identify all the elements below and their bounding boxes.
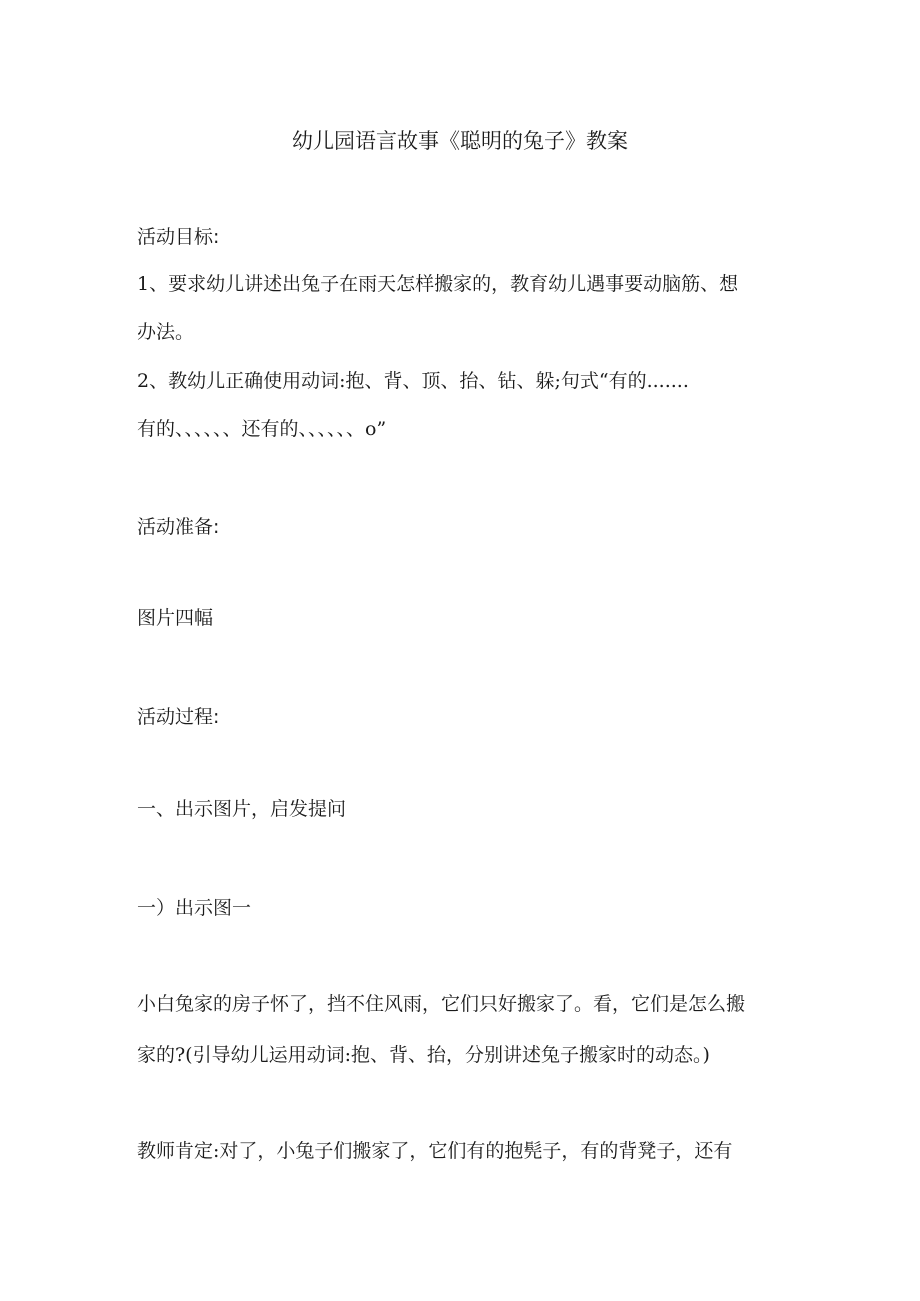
goal-2-line-2: 有的、、、、、、还有的、、、、、、o” — [137, 418, 387, 440]
step-1: 一、出示图片，启发提问 — [137, 798, 347, 820]
paragraph-1-line-2: 家的?(引导幼儿运用动词:抱、背、抬，分别讲述兔子搬家时的动态。) — [137, 1044, 710, 1066]
step-1-sub: 一）出示图一 — [137, 897, 252, 919]
process-heading: 活动过程: — [137, 706, 220, 728]
goal-2-line-1: 2、教幼儿正确使用动词:抱、背、顶、抬、钻、躲;句式“有的....... — [137, 370, 689, 392]
paragraph-2-line-1: 教师肯定:对了，小兔子们搬家了，它们有的抱髡子，有的背凳子，还有 — [137, 1140, 733, 1162]
document-title: 幼儿园语言故事《聪明的兔子》教案 — [292, 129, 628, 153]
goal-1-line-1: 1、要求幼儿讲述出兔子在雨天怎样搬家的，教育幼儿遇事要动脑筋、想 — [137, 273, 739, 295]
prep-heading: 活动准备: — [137, 516, 220, 538]
prep-text: 图片四幅 — [137, 607, 214, 629]
paragraph-1-line-1: 小白兔家的房子怀了，挡不住风雨，它们只好搬家了。看，它们是怎么搬 — [137, 993, 746, 1015]
goal-1-line-2: 办法。 — [137, 321, 195, 343]
goals-heading: 活动目标: — [137, 226, 220, 248]
